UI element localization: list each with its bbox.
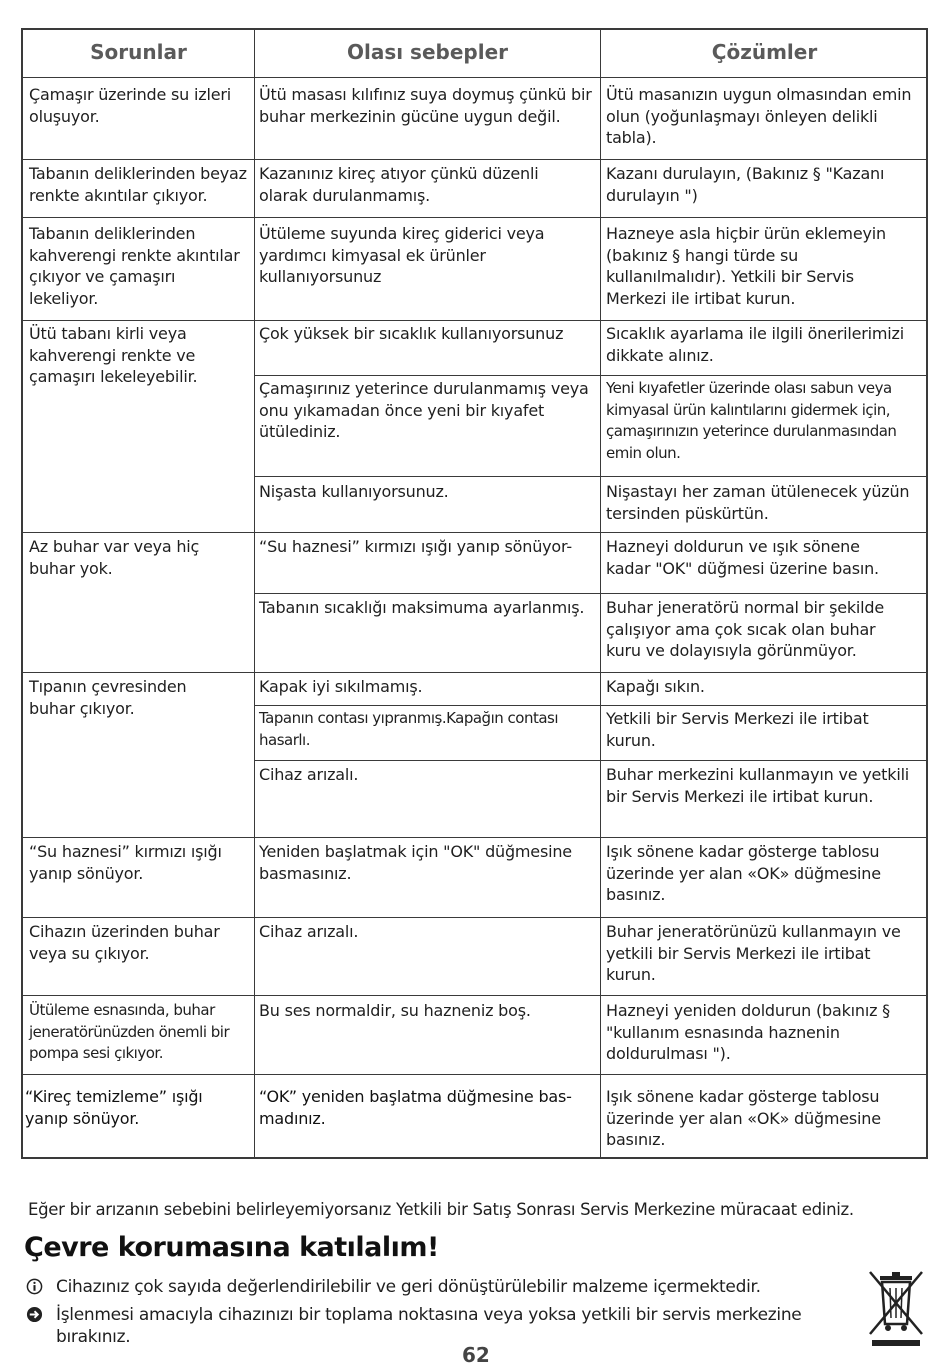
solution-cell: Hazneyi yeniden doldurun (bakınız § "kullanım esnasında haznenin doldurulması "). — [606, 1001, 890, 1063]
page-number: 62 — [462, 1343, 490, 1367]
problem-cell: Ütüleme esnasında, buhar jeneratörünüzden önemli bir pompa sesi çıkıyor. — [29, 1001, 230, 1062]
cause-cell: Kapak iyi sıkılmamış. — [259, 677, 423, 696]
bullet-recyclable — [26, 1276, 856, 1300]
solution-cell: Buhar merkezini kullanmayın ve yetkili bir Servis Merkezi ile irtibat kurun. — [606, 765, 910, 806]
row-divider — [254, 476, 928, 477]
bullet-text: Cihazınız çok sayıda değerlendirilebilir ve geri dönüştürülebilir malzeme içermektedir. — [56, 1277, 761, 1297]
row-divider — [254, 705, 928, 706]
header-causes: Olası sebepler — [346, 40, 509, 64]
problem-cell: Çamaşır üzerinde su izleri oluşuyor. — [29, 85, 231, 126]
cause-cell: Ütü masası kılıfınız suya doymuş çünkü bir buhar merkezinin gücüne uygun değil. — [259, 85, 592, 126]
solution-cell: Ütü masanızın uygun olmasından emin olun (yoğunlaşmayı önleyen delikli tabla). — [606, 85, 912, 147]
cause-cell: “OK” yeniden başlatma düğmesine bas- madınız. — [259, 1087, 572, 1128]
row-divider — [23, 217, 928, 218]
solution-cell: Hazneyi doldurun ve ışık sönene kadar "OK" düğmesi üzerine basın. — [606, 537, 879, 578]
solution-cell: Kazanı durulayın, (Bakınız § "Kazanı durulayın ") — [606, 164, 885, 205]
bullet-collection-point — [26, 1304, 861, 1350]
row-divider — [23, 672, 928, 673]
solution-cell: Hazneye asla hiçbir ürün eklemeyin (bakınız § hangi türde su kullanılmalıdır). Yetkili bir Servis Merkezi ile irtibat kurun. — [606, 224, 886, 308]
solution-cell: Buhar jeneratörünüzü kullanmayın ve yetkili bir Servis Merkezi ile irtibat kurun. — [606, 922, 901, 984]
cause-cell: Tapanın contası yıpranmış.Kapağın contası hasarlı. — [259, 709, 559, 749]
row-divider — [254, 375, 928, 376]
cause-cell: Yeniden başlatmak için "OK" düğmesine basmasınız. — [259, 842, 572, 883]
row-divider — [254, 593, 928, 594]
cause-cell: “Su haznesi” kırmızı ışığı yanıp sönüyor- — [259, 537, 572, 556]
cause-cell: Cihaz arızalı. — [259, 765, 359, 784]
crossed-out-wheelie-bin-icon — [866, 1268, 926, 1348]
problem-cell: “Su haznesi” kırmızı ışığı yanıp sönüyor. — [29, 842, 222, 883]
info-circle-icon — [26, 1278, 43, 1295]
problem-cell: Az buhar var veya hiç buhar yok. — [29, 537, 200, 578]
row-divider — [23, 320, 928, 321]
header-problems: Sorunlar — [90, 40, 187, 64]
cause-cell: Kazanınız kireç atıyor çünkü düzenli olarak durulanmamış. — [259, 164, 539, 205]
cause-cell: Bu ses normaldir, su hazneniz boş. — [259, 1001, 531, 1020]
row-divider — [23, 917, 928, 918]
arrow-right-icon — [26, 1306, 43, 1323]
cause-cell: Çok yüksek bir sıcaklık kullanıyorsunuz — [259, 324, 564, 343]
cause-cell: Ütüleme suyunda kireç giderici veya yardımcı kimyasal ek ürünler kullanıyorsunuz — [259, 224, 545, 286]
solution-cell: Yetkili bir Servis Merkezi ile irtibat kurun. — [606, 709, 869, 750]
problem-cell: “Kireç temizleme” ışığı yanıp sönüyor. — [25, 1087, 203, 1128]
environment-title: Çevre korumasına katılalım! — [24, 1232, 439, 1263]
solution-cell: Buhar jeneratörü normal bir şekilde çalışıyor ama çok sıcak olan buhar kuru ve dolayısıyla görünmüyor. — [606, 598, 885, 660]
solution-cell: Işık sönene kadar gösterge tablosu üzerinde yer alan «OK» düğmesine basınız. — [606, 842, 881, 904]
row-divider — [23, 1074, 928, 1075]
cause-cell: Çamaşırınız yeterince durulanmamış veya onu yıkamadan önce yeni bir kıyafet ütülediniz. — [259, 379, 589, 441]
problem-cell: Tabanın deliklerinden beyaz renkte akıntılar çıkıyor. — [29, 164, 247, 205]
solution-cell: Sıcaklık ayarlama ile ilgili önerilerimizi dikkate alınız. — [606, 324, 904, 365]
problem-cell: Tıpanın çevresinden buhar çıkıyor. — [29, 677, 187, 718]
header-solutions: Çözümler — [711, 40, 818, 64]
solution-cell: Kapağı sıkın. — [606, 677, 705, 696]
problem-cell: Ütü tabanı kirli veya kahverengi renkte ve çamaşırı lekeleyebilir. — [29, 324, 198, 386]
row-divider — [23, 995, 928, 996]
solution-cell: Yeni kıyafetler üzerinde olası sabun veya kimyasal ürün kalıntılarını gidermek için, çamaşırınızın yeterince durulanmasından emin olun. — [606, 379, 897, 462]
cause-cell: Nişasta kullanıyorsunuz. — [259, 482, 449, 501]
troubleshooting-table — [21, 28, 928, 1159]
problem-cell: Tabanın deliklerinden kahverengi renkte akıntılar çıkıyor ve çamaşırı lekeliyor. — [29, 224, 240, 308]
row-divider — [254, 760, 928, 761]
solution-cell: Işık sönene kadar gösterge tablosu üzerinde yer alan «OK» düğmesine basınız. — [606, 1087, 881, 1149]
cause-cell: Tabanın sıcaklığı maksimuma ayarlanmış. — [259, 598, 585, 617]
solution-cell: Nişastayı her zaman ütülenecek yüzün tersinden püskürtün. — [606, 482, 910, 523]
service-center-note: Eğer bir arızanın sebebini belirleyemiyorsanız Yetkili bir Satış Sonrası Servis Merkezine müracaat ediniz. — [28, 1200, 854, 1219]
problem-cell: Cihazın üzerinden buhar veya su çıkıyor. — [29, 922, 220, 963]
bullet-text: İşlenmesi amacıyla cihazınızı bir toplama noktasına veya yoksa yetkili bir servis merkezine bırakınız. — [56, 1305, 802, 1347]
row-divider — [23, 77, 928, 78]
row-divider — [23, 837, 928, 838]
row-divider — [23, 532, 928, 533]
cause-cell: Cihaz arızalı. — [259, 922, 359, 941]
row-divider — [23, 159, 928, 160]
